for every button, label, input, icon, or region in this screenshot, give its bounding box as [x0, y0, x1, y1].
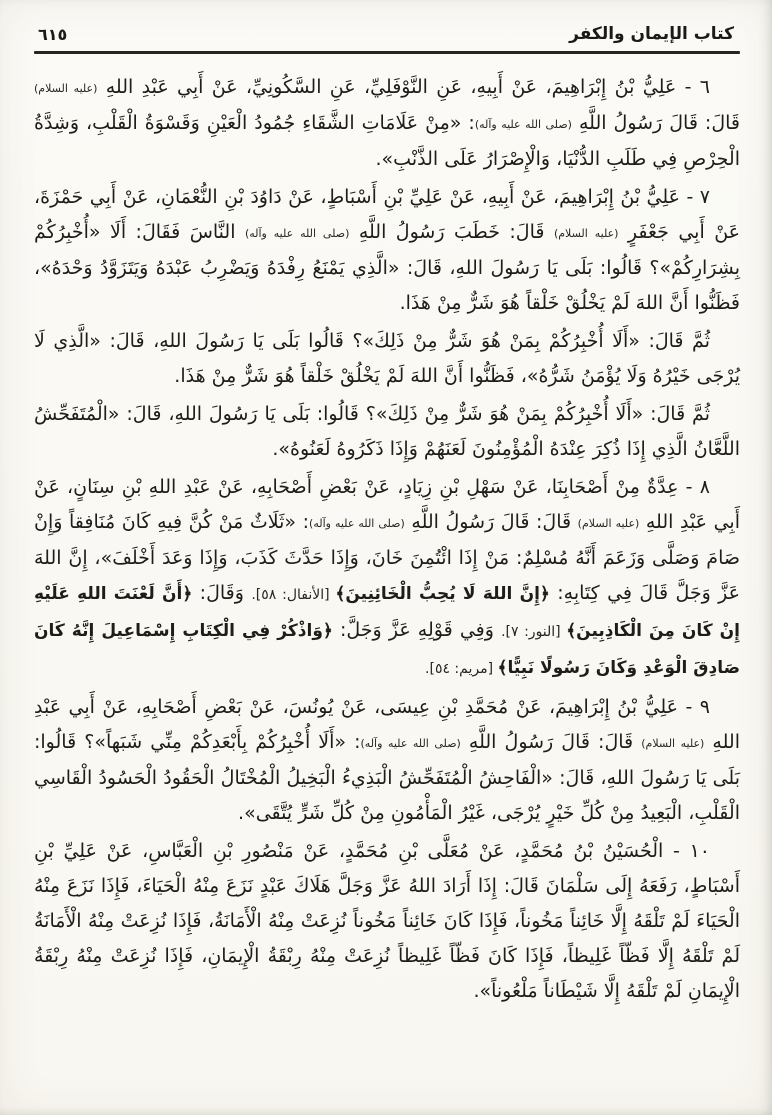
hadith-text: ٨ - عِدَّةٌ مِنْ أَصْحَابِنَا، عَنْ سَهْلِ بْنِ زِيَادٍ، عَنْ بَعْضِ أَصْحَابِهِ، عَنْ عَبْدِ اللهِ بْنِ سِنَانٍ، عَنْ أَبِي عَبْدِ اللهِ — [34, 476, 740, 533]
quran-verse: ﴿أَنَّ لَعْنَتَ اللهِ عَلَيْهِ إِنْ كَانَ مِنَ الْكَاذِبِينَ﴾ — [34, 584, 741, 641]
hadith-9 — [34, 690, 740, 831]
hadith-text: : «ثَلَاثٌ مَنْ كُنَّ فِيهِ كَانَ مُنَافِقاً وَإِنْ صَامَ وَصَلَّى وَزَعَمَ أَنَّهُ مُسْلِمٌ: مَنْ إِذَا ائْتُمِنَ خَانَ، وَإِذَا حَدَّثَ كَذَبَ، وَإِذَا وَعَدَ أَخْلَفَ»، إِنَّ اللهَ عَزَّ وَجَلَّ قَالَ فِي كِتَابِهِ: — [34, 511, 740, 604]
verse-reference: [الأنفال: ٥٨]. — [251, 587, 336, 603]
page-number: ٦١٥ — [38, 25, 68, 44]
header-rule — [34, 51, 740, 54]
page-body — [34, 70, 740, 1009]
hadith-6 — [34, 70, 740, 177]
hadith-10 — [34, 834, 740, 1009]
honorific-symbol: (صلى الله عليه وآله) — [244, 227, 350, 240]
honorific-symbol: (صلى الله عليه وآله) — [360, 737, 461, 750]
hadith-8 — [34, 470, 740, 687]
honorific-symbol: (عليه السلام) — [34, 82, 98, 95]
honorific-symbol: (عليه السلام) — [553, 227, 619, 240]
verse-reference: [مريم: ٥٤]. — [425, 661, 498, 677]
hadith-text: ثُمَّ قَالَ: «أَلَا أُخْبِرُكُمْ بِمَنْ هُوَ شَرٌّ مِنْ ذَلِكَ»؟ قَالُوا بَلَى يَا رَسُولَ اللهِ، قَالَ: «الَّذِي لَا يُرْجَى خَيْرُهُ وَلَا يُؤْمَنُ شَرُّهُ»، فَظَنُّوا أَنَّ اللهَ لَمْ يَخْلُقْ خَلْقاً هُوَ شَرٌّ مِنْ هَذَا. — [34, 330, 740, 387]
honorific-symbol: (صلى الله عليه وآله) — [309, 517, 405, 530]
hadith-text: قَالَ: قَالَ رَسُولُ اللَّهِ — [460, 731, 642, 753]
hadith-7-continuation-1 — [34, 324, 740, 394]
quran-verse: ﴿إِنَّ اللهَ لَا يُحِبُّ الْخَائِنِينَ﴾ — [335, 584, 550, 604]
hadith-text: قَالَ: قَالَ رَسُولُ اللَّهِ — [404, 511, 578, 533]
hadith-text: وَفِي قَوْلِهِ عَزَّ وَجَلَّ: — [332, 619, 502, 641]
honorific-symbol: (عليه السلام) — [641, 737, 705, 750]
hadith-text: ٦ - عَلِيُّ بْنُ إِبْرَاهِيمَ، عَنْ أَبِيهِ، عَنِ النَّوْفَلِيِّ، عَنِ السَّكُونِيِّ، عَنْ أَبِي عَبْدِ اللهِ — [97, 76, 710, 98]
hadith-text: ثُمَّ قَالَ: «أَلَا أُخْبِرُكُمْ بِمَنْ هُوَ شَرٌّ مِنْ ذَلِكَ»؟ قَالُوا: بَلَى يَا رَسُولَ اللهِ، قَالَ: «الْمُتَفَحِّشُ اللَّعَّانُ الَّذِي إِذَا ذُكِرَ عِنْدَهُ الْمُؤْمِنُونَ لَعَنَهُمْ وَإِذَا ذَكَرُوهُ لَعَنُوهُ». — [34, 403, 740, 460]
page-header — [34, 24, 740, 51]
hadith-text: : «أَلَا أُخْبِرُكُمْ بِأَبْعَدِكُمْ مِنِّي شَبَهاً»؟ قَالُوا: بَلَى يَا رَسُولَ اللهِ، قَالَ: «الْفَاحِشُ الْمُتَفَحِّشُ الْبَذِيءُ الْبَخِيلُ الْمُخْتَالُ الْحَقُودُ الْحَسُودُ الْقَاسِي الْقَلْبِ، الْبَعِيدُ مِنْ كُلِّ خَيْرٍ يُرْجَى، غَيْرُ الْمَأْمُونِ مِنْ كُلِّ شَرٍّ يُتَّقَى». — [34, 731, 740, 824]
hadith-text: ١٠ - الْحُسَيْنُ بْنُ مُحَمَّدٍ، عَنْ مُعَلَّى بْنِ مُحَمَّدٍ، عَنْ مَنْصُورِ بْنِ الْعَبَّاسِ، عَنْ عَلِيِّ بْنِ أَسْبَاطٍ، رَفَعَهُ إِلَى سَلْمَانَ قَالَ: إِذَا أَرَادَ اللهُ عَزَّ وَجَلَّ هَلَاكَ عَبْدٍ نَزَعَ مِنْهُ الْحَيَاءَ، فَإِذَا نَزَعَ مِنْهُ الْحَيَاءَ لَمْ تَلْقَهُ إِلَّا خَائِناً مَخُوناً، فَإِذَا كَانَ خَائِناً مَخُوناً نُزِعَتْ مِنْهُ الْأَمَانَةُ، فَإِذَا نُزِعَتْ مِنْهُ الْأَمَانَةُ لَمْ تَلْقَهُ إِلَّا فَظّاً غَلِيظاً، فَإِذَا كَانَ فَظّاً غَلِيظاً نُزِعَتْ مِنْهُ رِبْقَةُ الْإِيمَانِ، فَإِذَا نُزِعَتْ مِنْهُ رِبْقَةُ الْإِيمَانِ لَمْ تَلْقَهُ إِلَّا شَيْطَاناً مَلْعُوناً». — [34, 840, 740, 1002]
hadith-text: ٧ - عَلِيُّ بْنُ إِبْرَاهِيمَ، عَنْ أَبِيهِ، عَنْ عَلِيِّ بْنِ أَسْبَاطٍ، عَنْ دَاوُدَ بْنِ النُّعْمَانِ، عَنْ أَبِي حَمْزَةَ، عَنْ أَبِي جَعْفَرٍ — [34, 186, 740, 243]
verse-reference: [النور: ٧]. — [501, 624, 567, 640]
honorific-symbol: (عليه السلام) — [577, 517, 640, 530]
hadith-text: النَّاسَ فَقَالَ: أَلَا «أُخْبِرُكُمْ بِشِرَارِكُمْ»؟ قَالُوا: بَلَى يَا رَسُولَ اللهِ، قَالَ: «الَّذِي يَمْنَعُ رِفْدَهُ وَيَضْرِبُ عَبْدَهُ وَيَتَزَوَّدُ وَحْدَهُ»، فَظَنُّوا أَنَّ اللهَ لَمْ يَخْلُقْ خَلْقاً هُوَ شَرٌّ مِنْ هَذَا. — [34, 221, 740, 314]
hadith-text: ٩ - عَلِيُّ بْنُ إِبْرَاهِيمَ، عَنْ مُحَمَّدِ بْنِ عِيسَى، عَنْ يُونُسَ، عَنْ بَعْضِ أَصْحَابِهِ، عَنْ أَبِي عَبْدِ اللهِ — [34, 696, 740, 753]
hadith-7 — [34, 180, 740, 321]
quran-verse: ﴿وَاذْكُرْ فِي الْكِتَابِ إِسْمَاعِيلَ إِنَّهُ كَانَ صَادِقَ الْوَعْدِ وَكَانَ رَسُولًا نَبِيًّا﴾ — [34, 621, 740, 678]
hadith-text: قَالَ: قَالَ رَسُولُ اللَّهِ — [571, 112, 741, 134]
hadith-text: وَقَالَ: — [192, 582, 252, 604]
honorific-symbol: (صلى الله عليه وآله) — [474, 118, 572, 131]
hadith-text: قَالَ: خَطَبَ رَسُولُ اللَّهِ — [349, 221, 554, 243]
hadith-text: : «مِنْ عَلَامَاتِ الشَّقَاءِ جُمُودُ الْعَيْنِ وَقَسْوَةُ الْقَلْبِ، وَشِدَّةُ الْحِرْصِ فِي طَلَبِ الدُّنْيَا، وَالْإِصْرَارُ عَلَى الذَّنْبِ». — [34, 112, 740, 170]
hadith-7-continuation-2 — [34, 397, 740, 467]
book-title: كتاب الإيمان والكفر — [569, 24, 734, 44]
